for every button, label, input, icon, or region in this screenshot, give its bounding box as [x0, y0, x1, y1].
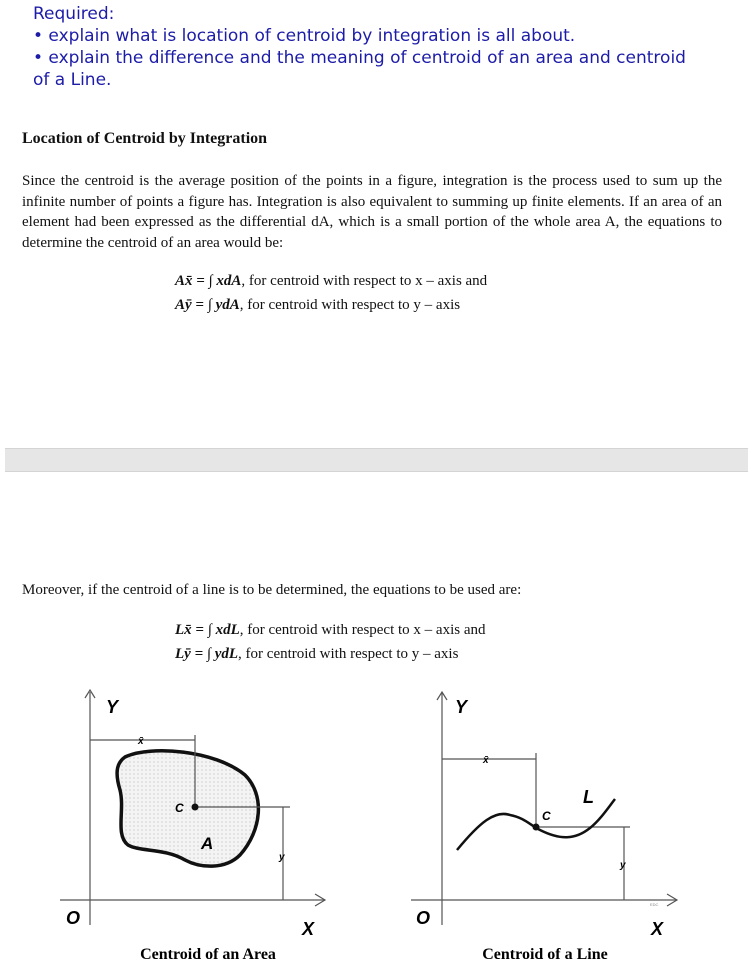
- area-ybar-label: y: [279, 852, 285, 863]
- line-origin-label: O: [416, 908, 431, 928]
- required-title: Required:: [33, 4, 115, 24]
- line-eq-x-text: , for centroid with respect to x – axis and: [239, 622, 486, 638]
- area-eq-y-lhs: Aȳ = ∫ ydA: [175, 297, 240, 313]
- line-eq-y-lhs: Lȳ = ∫ ydL: [175, 646, 239, 662]
- line-eq-x-lhs: Lx̄ = ∫ xdL: [175, 622, 240, 638]
- area-region-label: A: [201, 834, 214, 853]
- area-caption: Centroid of an Area: [140, 946, 276, 963]
- centroid-point: [533, 824, 540, 831]
- required-item-1: • explain what is location of centroid by integration is all about.: [33, 26, 576, 46]
- line-ybar-label: y: [620, 860, 626, 871]
- line-xbar-label: x̄: [483, 755, 489, 766]
- area-eq-x-lhs: Ax̄ = ∫ xdA: [175, 273, 242, 289]
- area-y-label: Y: [106, 697, 119, 717]
- area-xbar-label: x̄: [138, 736, 144, 747]
- line-centroid-label: C: [542, 809, 551, 823]
- centroid-point: [192, 804, 199, 811]
- area-x-label: X: [302, 919, 315, 939]
- line-x-label: X: [651, 919, 664, 939]
- intro-paragraph: Since the centroid is the average position of the points in a figure, integration is the process used to sum up the infinite number of points a figure has. Integration is also equivalent to summing up finite elements. If an area of an element had been expressed as the differential dA, which is a small portion of the whole area A, the equations to determine the centroid of an area would be:: [22, 173, 722, 251]
- line-curve-label: L: [583, 787, 594, 807]
- line-y-label: Y: [455, 697, 468, 717]
- line-caption: Centroid of a Line: [482, 946, 608, 963]
- required-item-2: • explain the difference and the meaning of centroid of an area and centroid: [33, 48, 686, 68]
- area-region: [117, 751, 258, 866]
- area-eq-x-text: , for centroid with respect to x – axis and: [241, 273, 488, 289]
- area-origin-label: O: [66, 908, 81, 928]
- section-heading: Location of Centroid by Integration: [22, 130, 268, 147]
- line-eq-y-text: , for centroid with respect to y – axis: [238, 646, 459, 662]
- area-figure: [60, 690, 325, 925]
- line-intro: Moreover, if the centroid of a line is to be determined, the equations to be used are:: [22, 582, 522, 598]
- watermark: EDC: [650, 902, 659, 907]
- area-eq-y-text: , for centroid with respect to y – axis: [239, 297, 461, 313]
- required-item-2-cont: of a Line.: [33, 70, 112, 90]
- area-centroid-label: C: [175, 801, 184, 815]
